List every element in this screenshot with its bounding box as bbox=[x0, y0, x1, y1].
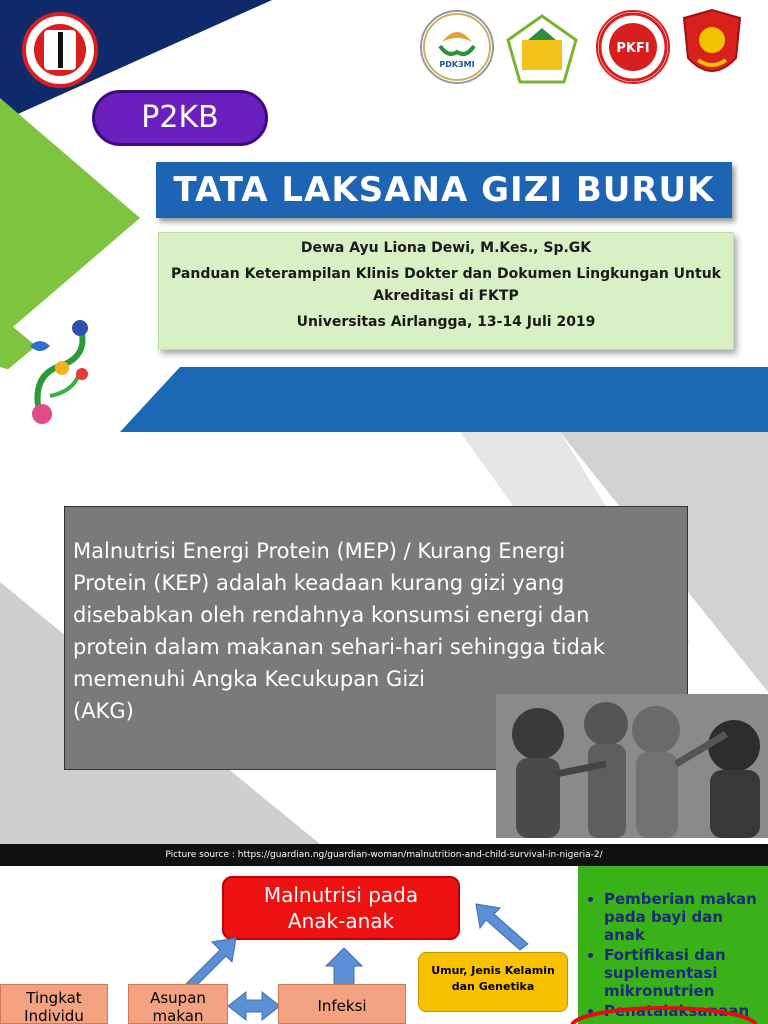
individual-level-box bbox=[0, 984, 108, 1024]
pkfi-label: PKFI bbox=[616, 41, 650, 56]
individual-level-line-1: Tingkat bbox=[26, 989, 82, 1007]
food-intake-line-1: Asupan bbox=[150, 989, 206, 1007]
blue-band-decoration bbox=[180, 367, 768, 432]
food-intake-line-2: makan bbox=[152, 1007, 204, 1024]
pkfi-logo bbox=[596, 10, 670, 84]
framework-slide bbox=[0, 866, 768, 1024]
definition-line: disebabkan oleh rendahnya konsumsi energi dan bbox=[73, 603, 590, 627]
presenter-info-box bbox=[158, 232, 734, 350]
picture-source-caption: Picture source : https://guardian.ng/guardian-woman/malnutrition-and-child-survival-in-nigeria-2/ bbox=[0, 844, 768, 866]
arrow-up-left-icon bbox=[476, 904, 528, 950]
infection-label: Infeksi bbox=[317, 997, 367, 1015]
age-sex-genetics-box bbox=[418, 952, 568, 1012]
definition-line: Protein (KEP) adalah keadaan kurang gizi yang bbox=[73, 571, 565, 595]
arrow-left-right-icon bbox=[228, 992, 280, 1020]
pentagon-logo bbox=[506, 14, 578, 84]
idi-logo bbox=[22, 12, 98, 88]
definition-slide bbox=[0, 432, 768, 844]
intervention-item: • Fortifikasi dan suplementasi mikronutrien bbox=[604, 946, 768, 1000]
title-slide bbox=[0, 0, 768, 432]
university-crest-logo bbox=[678, 8, 746, 84]
highlight-circle-icon bbox=[564, 998, 764, 1024]
food-intake-box bbox=[128, 984, 228, 1024]
floral-ornament-icon bbox=[20, 316, 110, 428]
individual-level-line-2: Individu bbox=[24, 1007, 84, 1024]
factor-line-2: dan Genetika bbox=[451, 980, 535, 993]
definition-line: protein dalam makanan sehari-hari sehingga tidak bbox=[73, 635, 605, 659]
definition-line: Malnutrisi Energi Protein (MEP) / Kurang Energi bbox=[73, 539, 566, 563]
venue-date: Universitas Airlangga, 13-14 Juli 2019 bbox=[296, 314, 596, 330]
intervention-item: • Penatalaksanaan bbox=[604, 1002, 768, 1020]
slide-title: TATA LAKSANA GIZI BURUK bbox=[156, 162, 732, 218]
program-badge: P2KB bbox=[92, 90, 268, 146]
malnourished-children-photo bbox=[496, 694, 768, 838]
interventions-panel bbox=[578, 866, 768, 1024]
arrow-up-right-icon bbox=[186, 938, 236, 990]
event-title-line-2: Akreditasi di FKTP bbox=[373, 288, 519, 304]
main-box-line-1: Malnutrisi pada bbox=[263, 883, 419, 907]
pdk3mi-label: PDK3MI bbox=[439, 60, 475, 69]
author-name: Dewa Ayu Liona Dewi, M.Kes., Sp.GK bbox=[300, 240, 592, 256]
intervention-item: • Pemberian makan pada bayi dan anak bbox=[604, 890, 768, 944]
factor-line-1: Umur, Jenis Kelamin bbox=[431, 964, 555, 977]
main-box-line-2: Anak-anak bbox=[287, 909, 395, 933]
definition-line: memenuhi Angka Kecukupan Gizi bbox=[73, 667, 426, 691]
definition-line: (AKG) bbox=[73, 699, 134, 723]
infection-box bbox=[278, 984, 406, 1024]
pdk3mi-logo bbox=[420, 10, 494, 84]
event-title-line-1: Panduan Keterampilan Klinis Dokter dan Dokumen Lingkungan Untuk bbox=[171, 266, 721, 282]
